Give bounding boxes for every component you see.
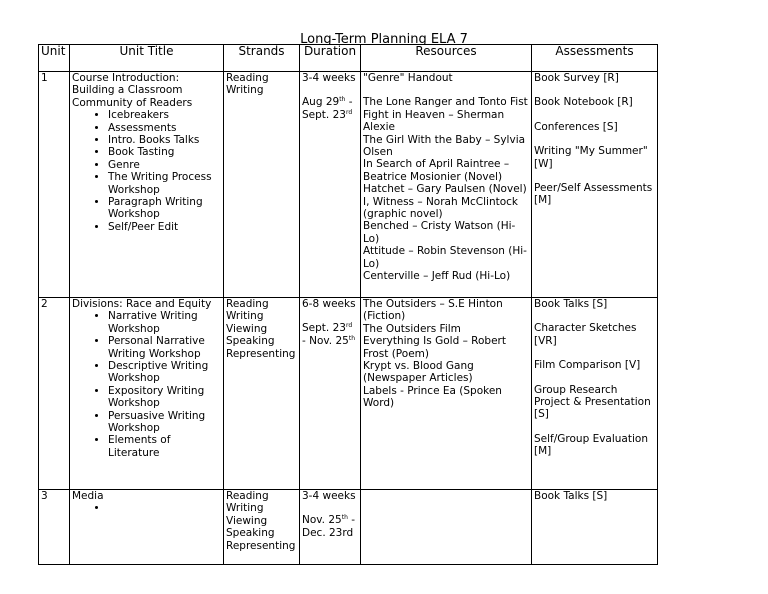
assessment-item: Writing "My Summer" [W] (534, 145, 648, 170)
unit-title-cell (70, 490, 224, 565)
assessment-item: Peer/Self Assessments [M] (534, 182, 653, 207)
resource-item: The Girl With the Baby – Sylvia Olsen (363, 133, 526, 159)
list-item (108, 502, 221, 514)
strand: Writing (226, 310, 264, 323)
assessment-item: Book Talks [S] (534, 298, 608, 310)
list-item: • Intro. Books Talks (108, 134, 221, 146)
header-duration: Duration (300, 45, 361, 72)
resources-cell (361, 72, 532, 298)
duration-cell (300, 72, 361, 298)
header-row (39, 45, 658, 72)
resource-item: Benched – Cristy Watson (Hi-Lo) (363, 220, 516, 245)
resource-item: Centerville – Jeff Rud (Hi-Lo) (363, 270, 511, 283)
resource-item: I, Witness – Norah McClintock (graphic novel) (363, 195, 519, 221)
unit-title: Media (72, 490, 104, 502)
strand: Writing (226, 84, 264, 97)
resource-item: The Outsiders Film (363, 322, 461, 335)
topic-list (72, 109, 221, 233)
duration-dates: Sept. 23rd - Nov. 25th (302, 322, 355, 347)
unit-number: 1 (39, 72, 70, 298)
assessment-item: Conferences [S] (534, 120, 618, 133)
header-unit-title: Unit Title (70, 45, 224, 72)
assessments-cell (532, 298, 658, 490)
unit-number: 2 (39, 298, 70, 490)
list-item: • Assessments (108, 122, 221, 134)
list-item: • Self/Peer Edit (108, 221, 221, 233)
strand: Viewing (226, 514, 268, 527)
resource-item: Krypt vs. Blood Gang (Newspaper Articles) (363, 360, 474, 385)
list-item: • Paragraph Writing Workshop (108, 196, 221, 221)
strand: Viewing (226, 322, 268, 335)
strands-cell (224, 72, 300, 298)
duration-cell (300, 298, 361, 490)
list-item: • Book Tasting (108, 146, 221, 158)
strands-cell (224, 490, 300, 565)
list-item: • The Writing Process Workshop (108, 171, 221, 196)
assessments-cell (532, 490, 658, 565)
header-strands: Strands (224, 45, 300, 72)
duration-length: 3-4 weeks (302, 72, 356, 84)
page-title: Long-Term Planning ELA 7 (300, 33, 468, 45)
topic-list (72, 310, 221, 459)
list-item: • Elements of Literature (108, 434, 221, 459)
table-row (39, 298, 658, 490)
table-row (39, 490, 658, 565)
list-item: • Narrative Writing Workshop (108, 310, 221, 335)
strand: Speaking (226, 335, 275, 348)
unit-title: Course Introduction: Building a Classroom Community of Readers (72, 72, 193, 109)
strand: Reading (226, 72, 269, 84)
assessment-item: Book Notebook [R] (534, 96, 633, 109)
list-item: • Genre (108, 159, 221, 171)
duration-dates: Nov. 25th - Dec. 23rd (302, 514, 356, 539)
resource-item: Attitude – Robin Stevenson (Hi- Lo) (363, 245, 527, 270)
strands-cell (224, 298, 300, 490)
duration-length: 3-4 weeks (302, 490, 356, 502)
list-item: • Expository Writing Workshop (108, 385, 221, 410)
strand: Writing (226, 502, 264, 515)
assessment-item: Film Comparison [V] (534, 359, 641, 372)
resource-item: The Lone Ranger and Tonto Fist Fight in Heaven – Sherman Alexie (363, 96, 528, 134)
unit-title-cell (70, 72, 224, 298)
list-item: • Personal Narrative Writing Workshop (108, 335, 221, 360)
assessments-cell (532, 72, 658, 298)
header-resources: Resources (361, 45, 532, 72)
duration-length: 6-8 weeks (302, 298, 356, 310)
unit-title: Divisions: Race and Equity (72, 298, 212, 310)
strand: Representing (226, 347, 296, 360)
list-item: • Persuasive Writing Workshop (108, 410, 221, 435)
resources-cell (361, 298, 532, 490)
assessment-item: Self/Group Evaluation [M] (534, 432, 648, 458)
resources-cell (361, 490, 532, 565)
resource-item: Everything Is Gold – Robert Frost (Poem) (363, 335, 506, 360)
resource-item: Hatchet – Gary Paulsen (Novel) (363, 183, 527, 196)
resource-item: "Genre" Handout (363, 72, 453, 84)
duration-dates: Aug 29th - Sept. 23rd (302, 96, 353, 121)
list-item: • Descriptive Writing Workshop (108, 360, 221, 385)
strand: Representing (226, 539, 296, 552)
resource-item: In Search of April Raintree – Beatrice Mosionier (Novel) (363, 158, 510, 183)
planning-table (38, 44, 658, 565)
strand: Speaking (226, 527, 275, 540)
strand: Reading (226, 298, 269, 310)
unit-number: 3 (39, 490, 70, 565)
header-assessments: Assessments (532, 45, 658, 72)
resource-item: The Outsiders – S.E Hinton (Fiction) (363, 298, 503, 323)
list-item: • Icebreakers (108, 109, 221, 121)
assessment-item: Book Talks [S] (534, 490, 608, 502)
assessment-item: Character Sketches [VR] (534, 322, 637, 347)
resource-item: Labels - Prince Ea (Spoken Word) (363, 384, 502, 410)
assessment-item: Group Research Project & Presentation [S] (534, 383, 651, 421)
header-unit: Unit (39, 45, 70, 72)
duration-cell (300, 490, 361, 565)
unit-title-cell (70, 298, 224, 490)
table-row (39, 72, 658, 298)
strand: Reading (226, 490, 269, 502)
assessment-item: Book Survey [R] (534, 72, 619, 84)
topic-list (72, 502, 221, 514)
